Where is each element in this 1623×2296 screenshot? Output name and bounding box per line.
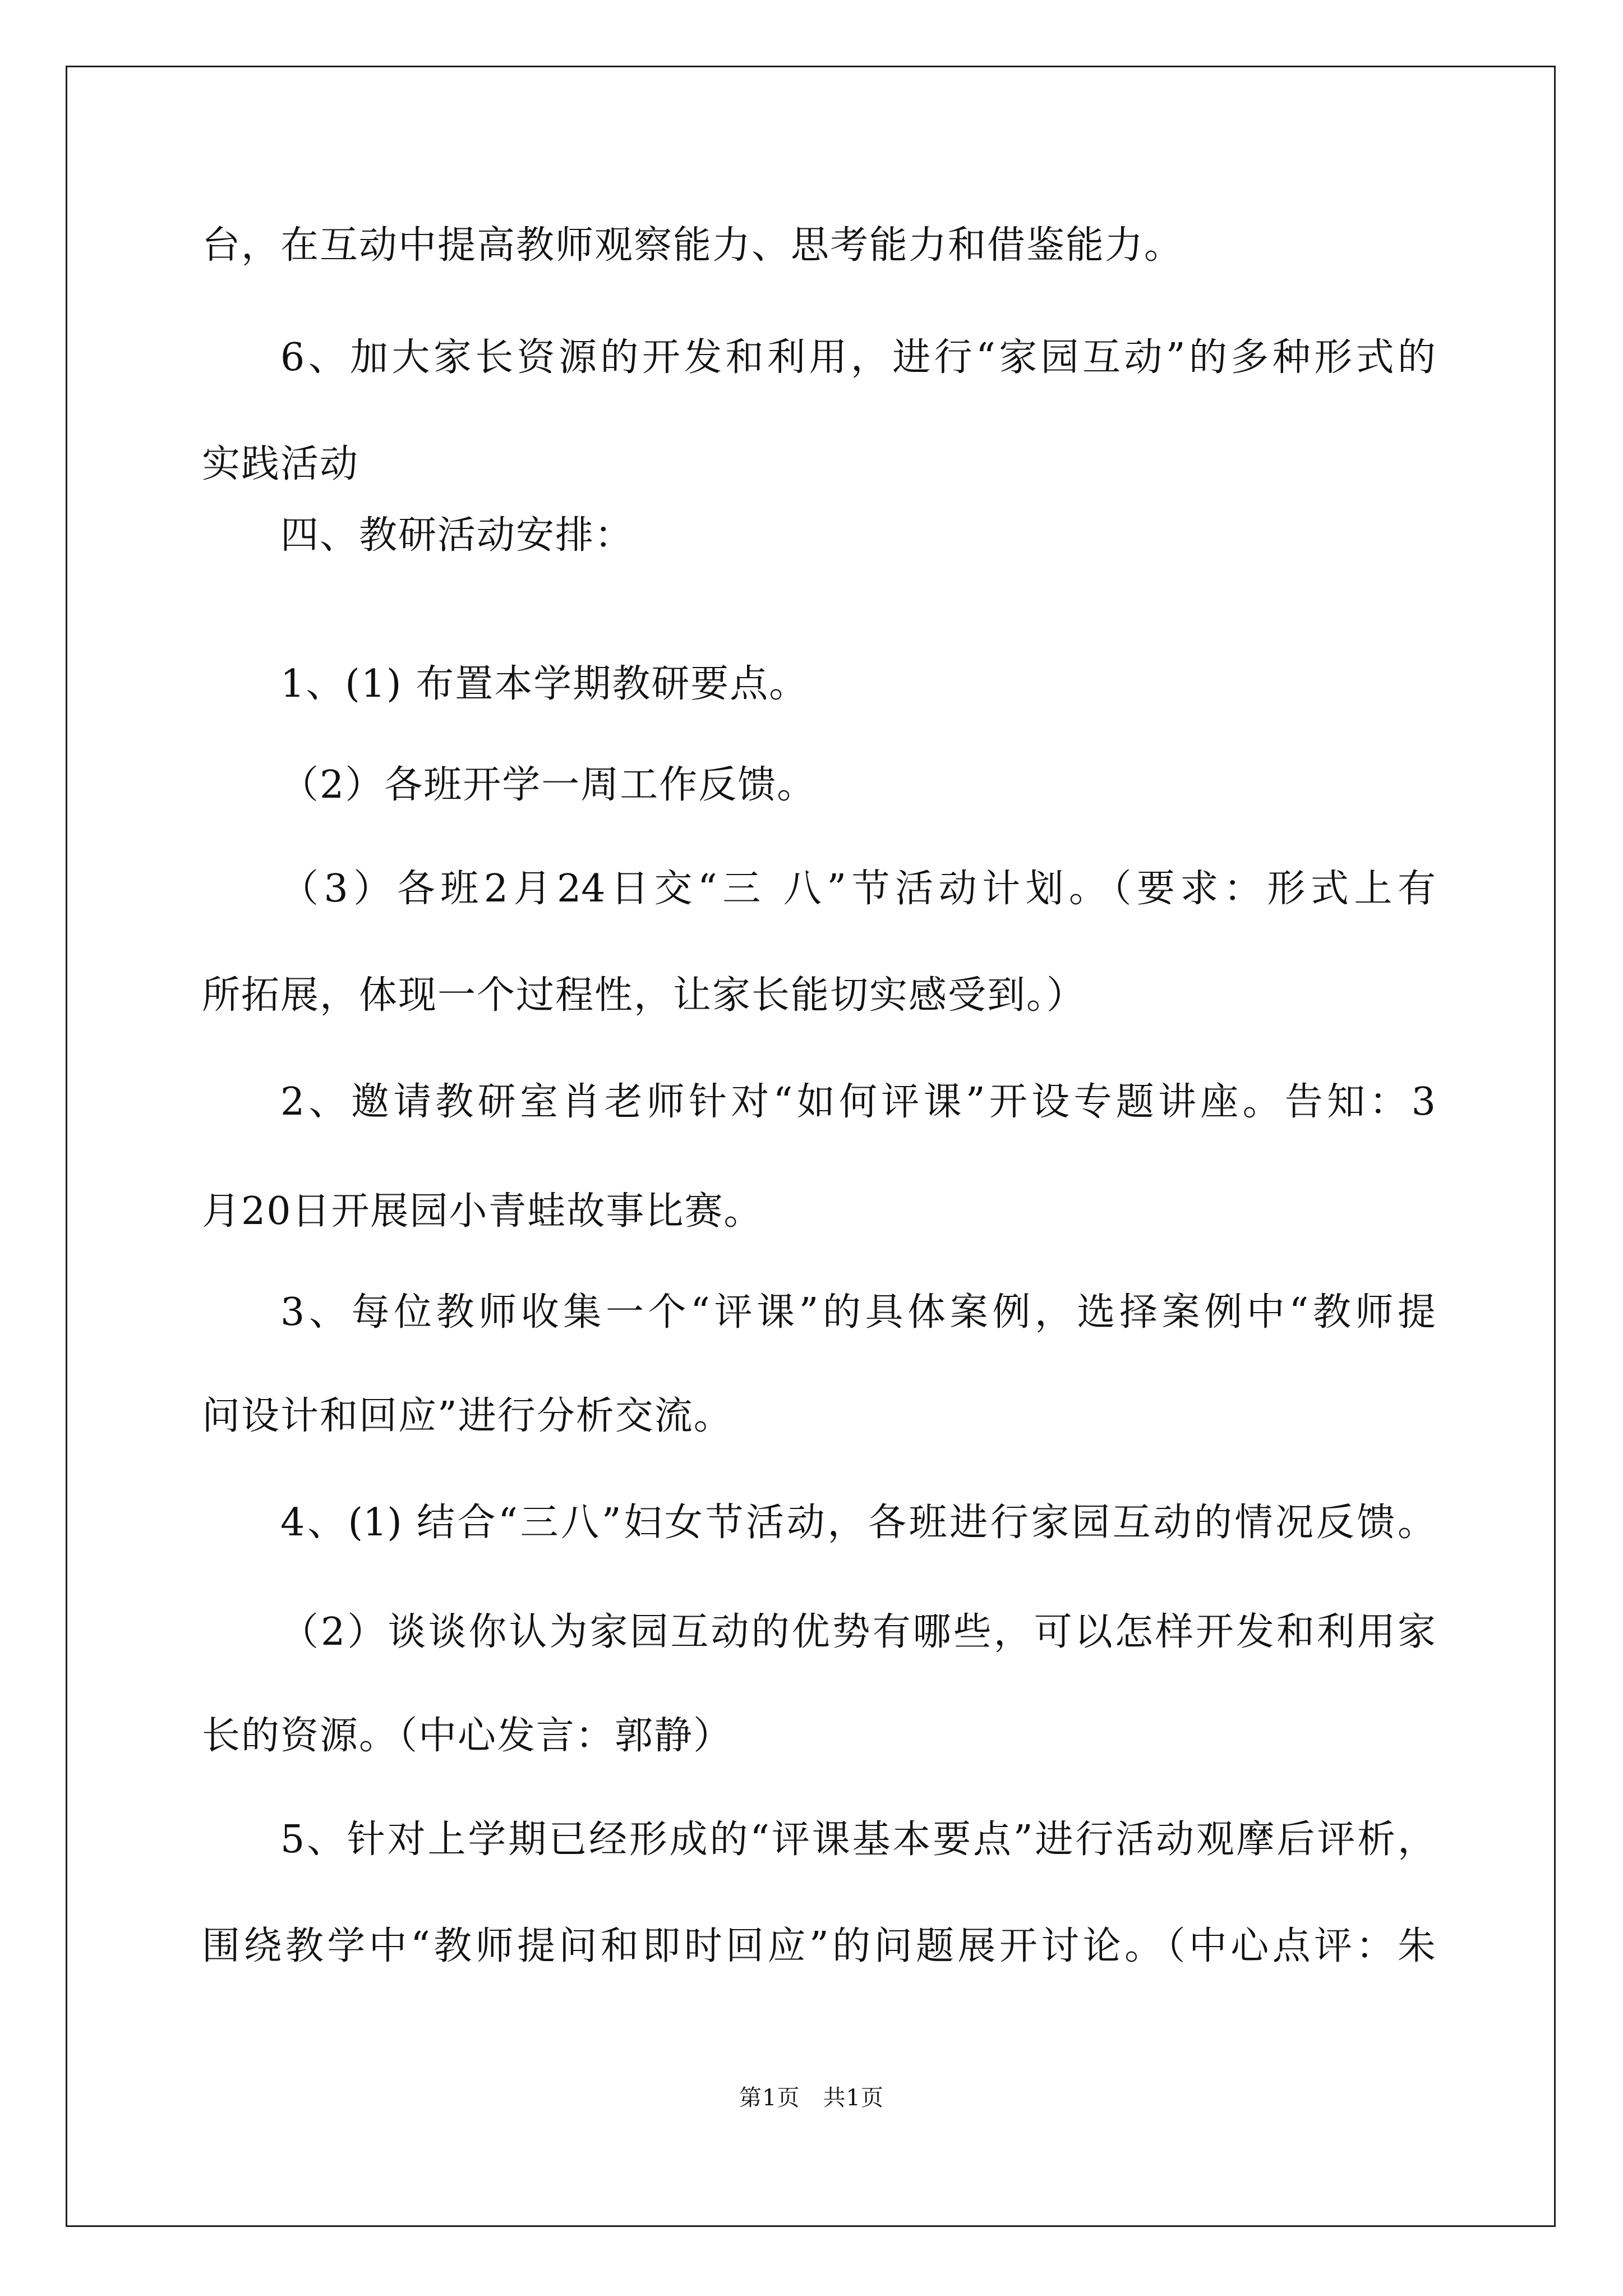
text-line: 6、加大家长资源的开发和利用，进行“家园互动”的多种形式的 bbox=[280, 335, 1436, 380]
page-footer: 第1页 共1页 bbox=[739, 2085, 884, 2111]
text-line: 所拓展，体现一个过程性，让家长能切实感受到。） bbox=[202, 973, 1086, 1018]
page-border bbox=[66, 66, 1556, 2227]
text-line: 问设计和回应”进行分析交流。 bbox=[202, 1394, 733, 1438]
text-line: 3、每位教师收集一个“评课”的具体案例，选择案例中“教师提 bbox=[280, 1290, 1436, 1335]
text-line: 月20日开展园小青蛙故事比赛。 bbox=[202, 1189, 763, 1234]
text-line: （3）各班2月24日交“三 八”节活动计划。（要求：形式上有 bbox=[280, 867, 1436, 911]
text-line: 5、针对上学期已经形成的“评课基本要点”进行活动观摩后评析， bbox=[280, 1818, 1436, 1862]
text-line: 围绕教学中“教师提问和即时回应”的问题展开讨论。（中心点评：朱 bbox=[202, 1924, 1436, 1968]
text-line: 1、(1) 布置本学期教研要点。 bbox=[280, 662, 809, 706]
section-heading: 四、教研活动安排： bbox=[280, 513, 634, 558]
text-line: （2）谈谈你认为家园互动的优势有哪些，可以怎样开发和利用家 bbox=[280, 1610, 1436, 1654]
text-line: （2）各班开学一周工作反馈。 bbox=[280, 763, 817, 807]
text-line: 台，在互动中提高教师观察能力、思考能力和借鉴能力。 bbox=[202, 223, 1184, 268]
text-line: 4、(1) 结合“三八”妇女节活动，各班进行家园互动的情况反馈。 bbox=[280, 1501, 1436, 1545]
text-line: 实践活动 bbox=[202, 442, 359, 486]
text-line: 2、邀请教研室肖老师针对“如何评课”开设专题讲座。告知：3 bbox=[280, 1080, 1436, 1124]
text-line: 长的资源。（中心发言：郭静） bbox=[202, 1714, 733, 1758]
